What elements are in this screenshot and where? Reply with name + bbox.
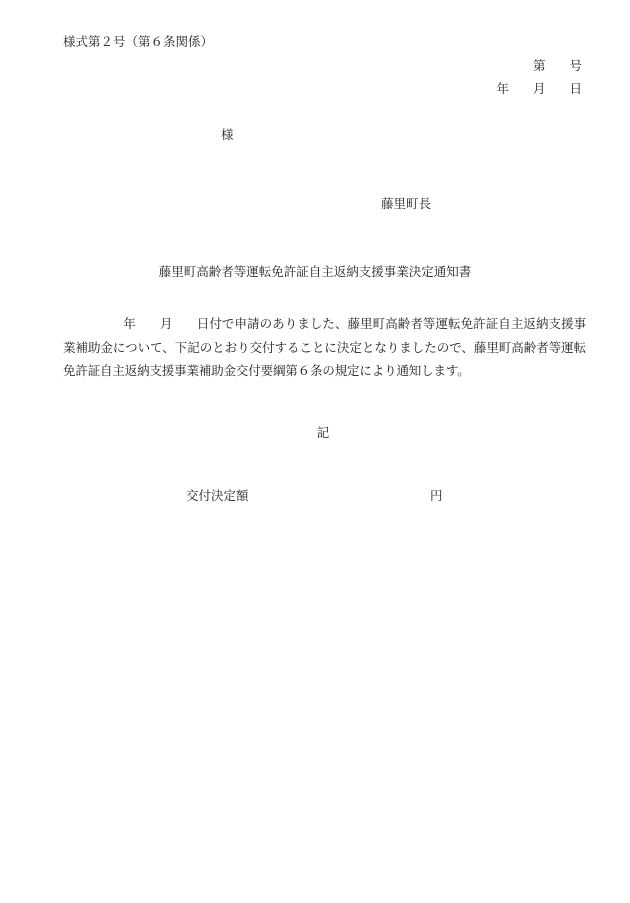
body-year: 年 (123, 316, 136, 331)
number-suffix: 号 (569, 58, 582, 73)
document-number (533, 60, 582, 73)
body-text: 日付で申請のありました、藤里町高齢者等運転免許証自主返納支援事業補助金について、下記のとおり交付することに決定となりましたので、藤里町高齢者等運転免許証自主返納支援事業補助金交付要綱第６条の規定により通知します。 (63, 316, 586, 378)
issue-date (496, 83, 582, 96)
amount-label: 交付決定額 (186, 488, 249, 503)
ki-heading: 記 (316, 425, 330, 440)
date-day: 日 (569, 81, 582, 96)
form-label: 様式第２号（第６条関係） (63, 34, 214, 49)
date-year: 年 (496, 81, 509, 96)
date-month: 月 (532, 81, 546, 96)
body-paragraph (63, 312, 586, 383)
document-title: 藤里町高齢者等運転免許証自主返納支援事業決定通知書 (158, 264, 472, 279)
issuer-name: 藤里町長 (381, 196, 432, 211)
number-prefix: 第 (532, 58, 546, 73)
body-month: 月 (159, 316, 173, 331)
addressee-suffix: 様 (221, 127, 234, 142)
amount-unit: 円 (430, 488, 443, 503)
